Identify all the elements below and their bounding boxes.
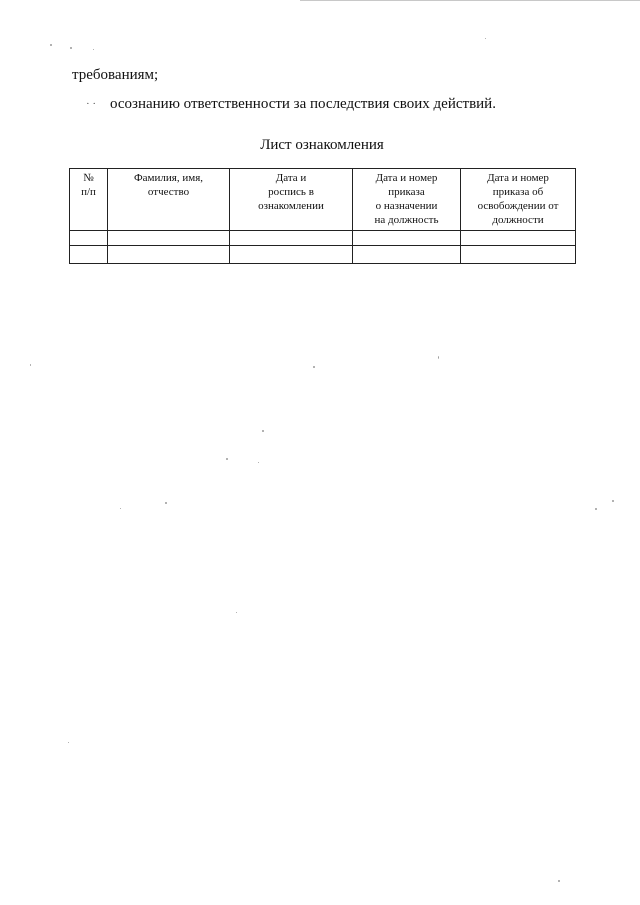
header-appointment-order-label: Дата и номер приказа о назначении на должность <box>374 172 439 226</box>
header-cell-dismissal-order <box>461 169 576 231</box>
scan-speck <box>50 44 52 46</box>
scan-speck <box>93 49 94 50</box>
table-cell <box>70 231 108 246</box>
list-bullet: · · <box>86 98 97 110</box>
scan-speck <box>68 742 69 743</box>
table-cell <box>230 246 353 264</box>
scan-speck <box>595 508 597 510</box>
table-header-row <box>70 169 576 231</box>
header-number-label: № п/п <box>81 172 96 198</box>
table-row <box>70 246 576 264</box>
scan-speck <box>313 366 315 368</box>
scan-speck <box>258 462 259 463</box>
scan-speck <box>226 458 228 460</box>
sheet-title: Лист ознакомления <box>260 137 384 153</box>
scan-speck <box>70 47 72 49</box>
header-date-signature-label: Дата и роспись в ознакомлении <box>258 172 324 212</box>
scan-speck <box>485 38 486 39</box>
scan-speck <box>262 430 264 432</box>
scan-speck <box>558 880 560 882</box>
scan-speck <box>30 364 31 366</box>
table-cell <box>461 231 576 246</box>
header-cell-appointment-order <box>353 169 461 231</box>
scan-speck <box>236 612 237 613</box>
text-line-responsibility: осознанию ответственности за последствия своих действий. <box>110 96 496 112</box>
table-cell <box>70 246 108 264</box>
scan-speck <box>165 502 167 504</box>
header-full-name-label: Фамилия, имя, отчество <box>133 172 203 198</box>
scan-speck <box>612 500 614 502</box>
table-row <box>70 231 576 246</box>
text-line-requirements: требованиям; <box>72 67 159 83</box>
table-cell <box>108 231 230 246</box>
scan-speck <box>120 508 121 509</box>
table-cell <box>108 246 230 264</box>
scan-edge-line <box>300 0 640 1</box>
scan-speck <box>438 356 439 359</box>
header-dismissal-order-label: Дата и номер приказа об освобождении от должности <box>477 172 559 226</box>
header-cell-date-signature <box>230 169 353 231</box>
table-cell <box>461 246 576 264</box>
table-cell <box>353 246 461 264</box>
table-cell <box>230 231 353 246</box>
acknowledgement-table <box>69 168 576 264</box>
table-cell <box>353 231 461 246</box>
header-cell-full-name <box>108 169 230 231</box>
header-cell-number <box>70 169 108 231</box>
